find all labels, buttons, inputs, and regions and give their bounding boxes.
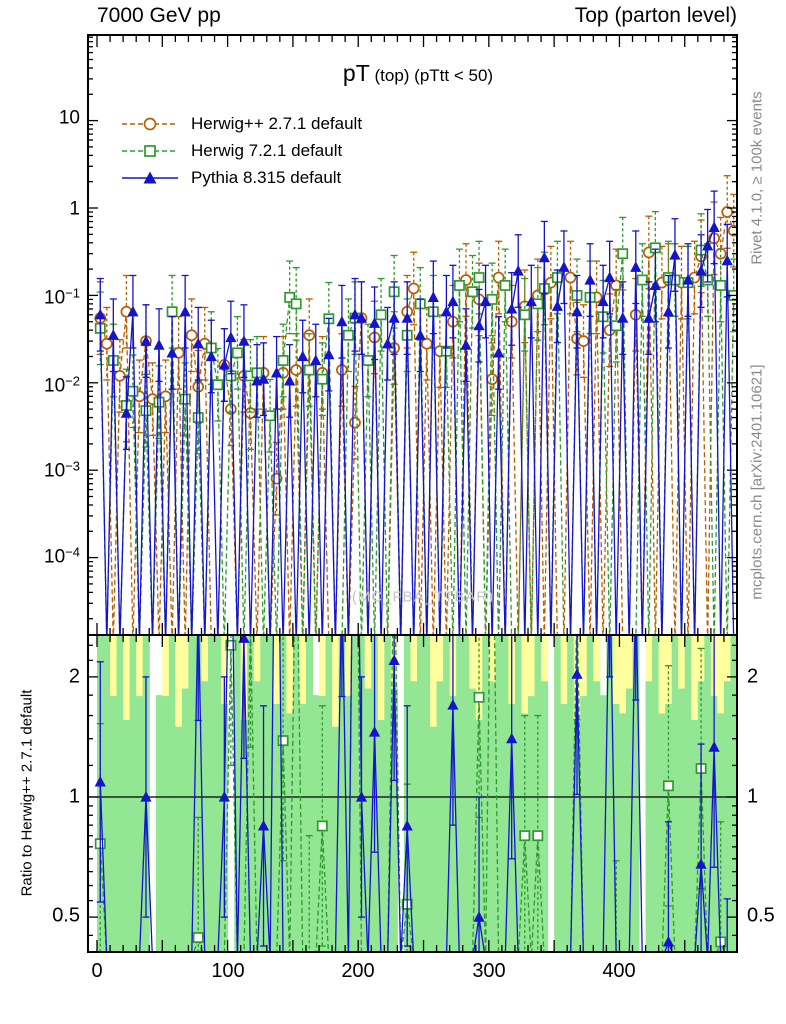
ratio-tick-label: 1	[68, 785, 80, 808]
y-tick-label: 10	[58, 107, 80, 129]
x-tick-label: 100	[211, 960, 245, 982]
y-tick-label: $10^{-4}$	[44, 544, 80, 568]
legend-label: Pythia 8.315 default	[191, 167, 342, 187]
beam-energy-label: 7000 GeV pp	[97, 4, 221, 27]
rivet-version-caption: Rivet 4.1.0, ≥ 100k events	[748, 91, 766, 265]
ratio-tick-label-right: 1	[747, 785, 759, 808]
legend-item-pythia	[120, 164, 362, 191]
x-tick-label: 400	[602, 960, 636, 982]
ratio-tick-label: 2	[68, 665, 80, 688]
legend-item-herwig7	[120, 137, 362, 164]
legend-marker-circle-icon	[120, 115, 180, 133]
legend-item-herwigpp	[120, 110, 362, 137]
ratio-tick-label: 0.5	[52, 904, 80, 927]
x-tick-label: 300	[472, 960, 506, 982]
y-tick-label: $10^{-1}$	[44, 285, 80, 309]
legend-marker-square-icon	[120, 142, 180, 160]
y-tick-label: $10^{-3}$	[44, 458, 80, 482]
plot-title	[343, 60, 493, 87]
x-tick-label: 200	[341, 960, 375, 982]
analysis-watermark: (MC_FBA_TTBAR)	[351, 588, 495, 606]
ratio-tick-label-right: 0.5	[747, 904, 775, 927]
legend-label: Herwig++ 2.7.1 default	[191, 113, 363, 133]
y-tick-label: $10^{-2}$	[44, 373, 80, 397]
ratio-axis-title: Ratio to Herwig++ 2.7.1 default	[18, 689, 36, 897]
plot-title-cut: (top) (pTtt < 50)	[369, 66, 494, 85]
ratio-tick-label-right: 2	[747, 665, 759, 688]
plot-title-observable: pT	[342, 60, 370, 86]
legend-marker-triangle-icon	[120, 169, 180, 187]
legend	[120, 110, 362, 191]
process-label: Top (parton level)	[574, 4, 737, 27]
mcplots-caption: mcplots.cern.ch [arXiv:2401.10621]	[748, 364, 766, 600]
x-tick-label: 0	[91, 960, 103, 982]
legend-label: Herwig 7.2.1 default	[191, 140, 343, 160]
y-tick-label: 1	[69, 198, 80, 220]
